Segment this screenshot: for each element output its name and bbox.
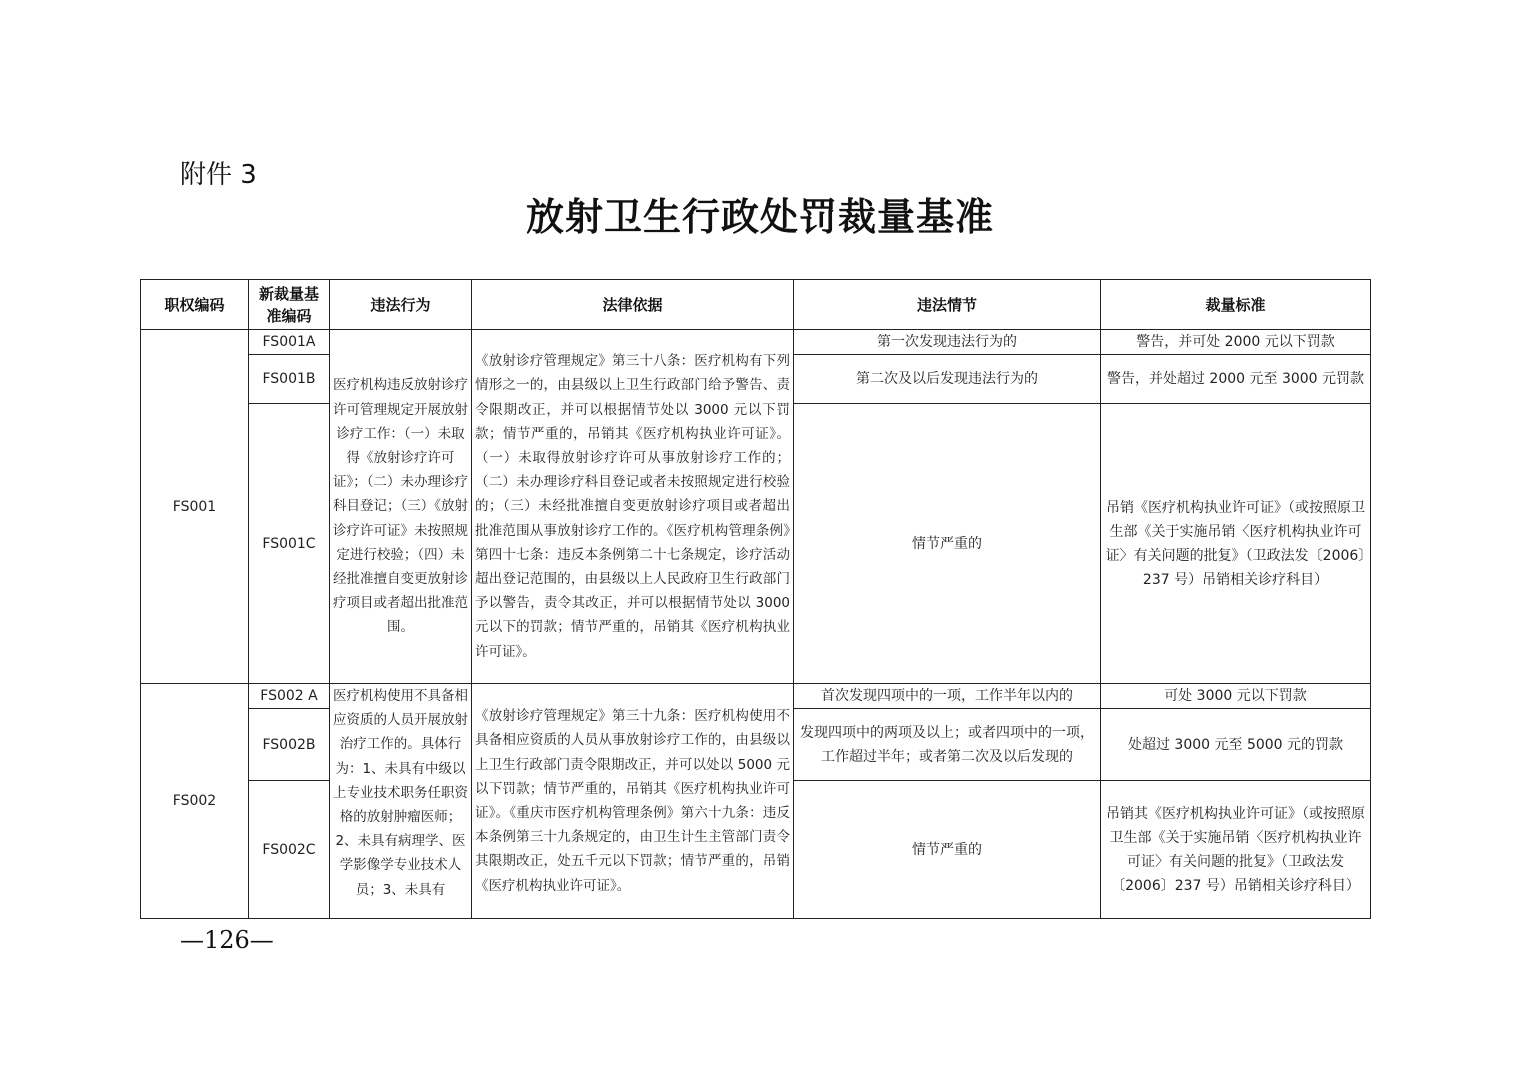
header-circumstance: 违法情节 — [794, 280, 1101, 330]
new-code-cell: FS001A — [249, 330, 330, 355]
attachment-label: 附件 3 — [180, 160, 257, 190]
legal-basis-cell: 《放射诊疗管理规定》第三十九条：医疗机构使用不具备相应资质的人员从事放射诊疗工作的，由县级以上卫生行政部门责令限期改正，并可以处以 5000 元以下罚款；情节严重的，吊销其《医疗机构执业许可证》。《重庆市医疗机构管理条例》第六十九条：违反本条例第三十九条规定的，由卫生计生主管部门责令其限期改正，处五千元以下罚款；情节严重的，吊销《医疗机构执业许可证》。 — [472, 684, 794, 919]
violation-cell: 医疗机构违反放射诊疗许可管理规定开展放射诊疗工作：（一）未取得《放射诊疗许可证》；（二）未办理诊疗科目登记；（三）《放射诊疗许可证》未按照规定进行校验；（四）未经批准擅自变更放射诊疗项目或者超出批准范围。 — [330, 330, 472, 684]
power-code-cell: FS002 — [141, 684, 249, 919]
header-power-code: 职权编码 — [141, 280, 249, 330]
violation-cell — [330, 684, 472, 919]
new-code-cell: FS001C — [249, 404, 330, 684]
legal-basis-cell: 《放射诊疗管理规定》第三十八条：医疗机构有下列情形之一的，由县级以上卫生行政部门给予警告、责令限期改正，并可以根据情节处以 3000 元以下罚款；情节严重的，吊销其《医疗机构执业许可证》。（一）未取得放射诊疗许可从事放射诊疗工作的；（二）未办理诊疗科目登记或者未按照规定进行校验的；（三）未经批准擅自变更放射诊疗项目或者超出批准范围从事放射诊疗工作的。《医疗机构管理条例》第四十七条：违反本条例第二十七条规定，诊疗活动超出登记范围的，由县级以上人民政府卫生行政部门予以警告，责令其改正，并可以根据情节处以 3000元以下的罚款；情节严重的，吊销其《医疗机构执业许可证》。 — [472, 330, 794, 684]
new-code-cell: FS001B — [249, 355, 330, 404]
standard-cell: 处超过 3000 元至 5000 元的罚款 — [1101, 709, 1371, 781]
header-standard: 裁量标准 — [1101, 280, 1371, 330]
standard-cell: 警告，并可处 2000 元以下罚款 — [1101, 330, 1371, 355]
circumstance-cell: 情节严重的 — [794, 781, 1101, 919]
violation-text: 医疗机构使用不具备相应资质的人员开展放射治疗工作的。具体行为：1、未具有中级以上专业技术职务任职资格的放射肿瘤医师；2、未具有病理学、医学影像学专业技术人员；3、未具有 — [333, 688, 468, 898]
circumstance-cell: 第二次及以后发现违法行为的 — [794, 355, 1101, 404]
circumstance-cell: 情节严重的 — [794, 404, 1101, 684]
standard-cell: 可处 3000 元以下罚款 — [1101, 684, 1371, 709]
standard-cell: 吊销《医疗机构执业许可证》（或按照原卫生部《关于实施吊销〈医疗机构执业许可证〉有关问题的批复》（卫政法发〔2006〕237 号）吊销相关诊疗科目） — [1101, 404, 1371, 684]
standard-cell: 吊销其《医疗机构执业许可证》（或按照原卫生部《关于实施吊销〈医疗机构执业许可证〉有关问题的批复》（卫政法发〔2006〕237 号）吊销相关诊疗科目） — [1101, 781, 1371, 919]
document-title: 放射卫生行政处罚裁量基准 — [525, 194, 994, 239]
header-violation: 违法行为 — [330, 280, 472, 330]
table-row — [141, 330, 1371, 355]
new-code-cell: FS002 A — [249, 684, 330, 709]
new-code-cell: FS002C — [249, 781, 330, 919]
table-header-row — [141, 280, 1371, 330]
penalty-standards-table — [140, 279, 1371, 919]
circumstance-cell: 发现四项中的两项及以上；或者四项中的一项，工作超过半年；或者第二次及以后发现的 — [794, 709, 1101, 781]
header-legal-basis: 法律依据 — [472, 280, 794, 330]
circumstance-cell: 首次发现四项中的一项，工作半年以内的 — [794, 684, 1101, 709]
header-new-code: 新裁量基准编码 — [249, 280, 330, 330]
circumstance-cell: 第一次发现违法行为的 — [794, 330, 1101, 355]
new-code-cell: FS002B — [249, 709, 330, 781]
table-row — [141, 684, 1371, 709]
power-code-cell: FS001 — [141, 330, 249, 684]
page-number: —126— — [180, 926, 274, 954]
standard-cell: 警告，并处超过 2000 元至 3000 元罚款 — [1101, 355, 1371, 404]
